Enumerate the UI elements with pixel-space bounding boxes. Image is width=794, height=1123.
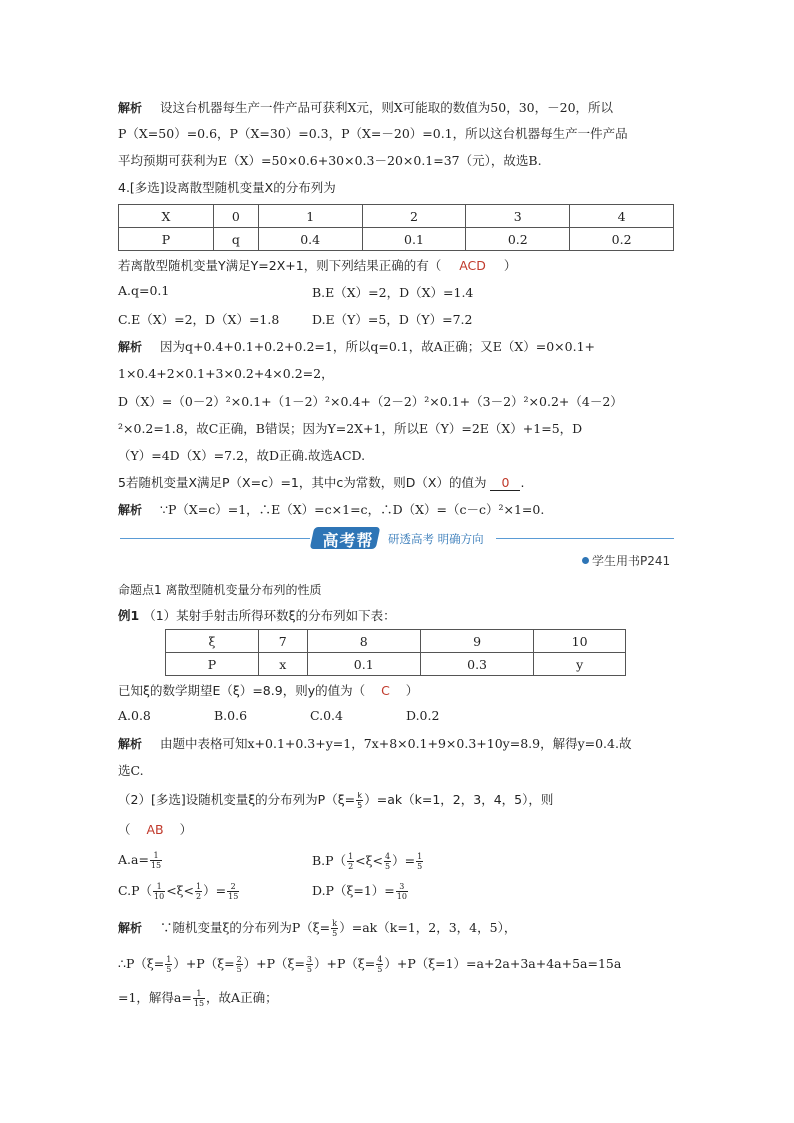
table-cell: 0.2	[466, 228, 570, 251]
table-cell: 0	[214, 205, 259, 228]
table-cell: 7	[259, 630, 308, 653]
option-a: A.0.8	[118, 708, 151, 723]
denominator: 2	[348, 862, 354, 871]
table-cell: 0.4	[258, 228, 362, 251]
banner-title: 高考帮	[322, 531, 374, 550]
denominator: 2	[196, 892, 202, 901]
question-4: 4.[多选]设离散型随机变量X的分布列为	[118, 180, 336, 195]
numerator: k	[357, 791, 363, 800]
option-b	[312, 851, 424, 871]
paren-close: ）	[503, 258, 517, 273]
bullet-icon	[582, 557, 589, 564]
question-text: （2）[多选]设随机变量ξ的分布列为P（ξ=	[118, 792, 356, 807]
solution-text: =1，解得a=	[118, 990, 192, 1005]
denominator: 5	[332, 929, 338, 938]
table-row	[119, 228, 674, 251]
condition-text: 若离散型随机变量Y满足Y=2X+1，则下列结果正确的有（	[118, 258, 442, 273]
fraction	[195, 882, 202, 901]
answer-text: AB	[146, 822, 164, 837]
table-row	[166, 653, 626, 676]
denominator: 5	[166, 965, 172, 974]
book-reference: 学生用书P241	[592, 554, 671, 568]
solution-label: 解析	[118, 921, 143, 935]
solution-line	[118, 918, 516, 938]
numerator: 4	[377, 955, 383, 964]
table-cell: y	[534, 653, 626, 676]
option-text: ）=	[203, 883, 227, 898]
numerator: 2	[227, 882, 239, 892]
solution-line	[118, 500, 544, 518]
table-cell: X	[119, 205, 214, 228]
numerator: 1	[193, 989, 205, 999]
fraction	[193, 989, 205, 1008]
solution-label: 解析	[118, 503, 143, 517]
solution-text: ∵P（X=c）=1，∴E（X）=c×1=c，∴D（X）=（c－c）²×1=0.	[160, 502, 545, 517]
answer-text: C	[381, 683, 390, 698]
table-row	[119, 205, 674, 228]
answer-blank: 0	[490, 475, 520, 491]
numerator: 3	[396, 882, 408, 892]
fraction	[150, 851, 162, 870]
section-title: 命题点1 离散型随机变量分布列的性质	[118, 583, 322, 597]
solution-text: 设这台机器每生产一件产品可获利X元，则X可能取的数值为50，30，－20，所以	[160, 100, 614, 115]
option-b: B.0.6	[214, 708, 248, 723]
option-text: B.P（	[312, 853, 347, 868]
paren-open: （	[118, 822, 131, 837]
option-a: A.q=0.1	[118, 283, 170, 298]
banner-divider	[496, 538, 674, 539]
option-a	[118, 851, 163, 870]
solution-text: ，故A正确；	[206, 990, 278, 1005]
fraction	[376, 955, 383, 974]
solution-line	[118, 988, 278, 1008]
denominator: 5	[385, 862, 391, 871]
solution-line	[118, 98, 613, 116]
numerator: 1	[348, 852, 354, 861]
table-cell: 0.2	[570, 228, 674, 251]
example-1-question	[118, 681, 418, 699]
option-text: C.P（	[118, 883, 153, 898]
denominator: 15	[228, 892, 239, 901]
table-cell: 2	[362, 205, 466, 228]
solution-line	[118, 954, 621, 974]
question-5	[118, 473, 524, 491]
denominator: 5	[236, 965, 242, 974]
solution-text: ）+P（ξ=	[243, 956, 305, 971]
fraction	[153, 882, 165, 901]
option-d	[312, 881, 409, 901]
paren-close: ）	[179, 822, 193, 837]
solution-text: ∵随机变量ξ的分布列为P（ξ=	[160, 920, 331, 935]
table-cell: 3	[466, 205, 570, 228]
numerator: 1	[196, 882, 202, 891]
question-text: ）=ak（k=1，2，3，4，5），则	[364, 792, 554, 807]
option-text: <ξ<	[355, 853, 384, 868]
distribution-table-xi	[165, 629, 626, 676]
solution-line: ²×0.2=1.8，故C正确，B错误；因为Y=2X+1，所以E（Y）=2E（X）+1=5，D	[118, 421, 583, 436]
table-cell: P	[166, 653, 259, 676]
fraction	[347, 852, 354, 871]
table-row	[166, 630, 626, 653]
denominator: 5	[357, 801, 363, 810]
numerator: 1	[153, 882, 165, 892]
solution-text: ）+P（ξ=1）=a+2a+3a+4a+5a=15a	[384, 956, 622, 971]
table-cell: 1	[258, 205, 362, 228]
period: .	[520, 475, 525, 490]
numerator: 1	[417, 852, 423, 861]
paren-close: ）	[405, 683, 419, 698]
table-cell: 0.1	[307, 653, 420, 676]
fraction	[165, 955, 172, 974]
denominator: 15	[193, 999, 205, 1008]
question-text: 已知ξ的数学期望E（ξ）=8.9，则y的值为（	[118, 683, 366, 698]
fraction	[227, 882, 239, 901]
solution-text: 因为q+0.4+0.1+0.2+0.2=1，所以q=0.1，故A正确；又E（X）=0×0.1+	[160, 339, 595, 354]
table-cell: P	[119, 228, 214, 251]
numerator: 2	[236, 955, 242, 964]
option-d: D.0.2	[406, 708, 440, 723]
solution-line: 选C.	[118, 763, 144, 778]
fraction	[396, 882, 408, 901]
solution-line: 平均预期可获利为E（X）=50×0.6+30×0.3－20×0.1=37（元），故选B.	[118, 153, 542, 168]
distribution-table-x	[118, 204, 674, 251]
solution-text: ）+P（ξ=	[173, 956, 235, 971]
option-d: D.E（Y）=5，D（Y）=7.2	[312, 312, 473, 327]
answer-text: ACD	[459, 258, 486, 273]
fraction	[236, 955, 243, 974]
solution-text: 由题中表格可知x+0.1+0.3+y=1，7x+8×0.1+9×0.3+10y=8.9，解得y=0.4.故	[160, 736, 632, 751]
solution-line: 1×0.4+2×0.1+3×0.2+4×0.2=2，	[118, 366, 334, 381]
example-1	[118, 606, 396, 624]
question-4-condition	[118, 256, 516, 274]
solution-line: P（X=50）=0.6，P（X=30）=0.3，P（X=－20）=0.1，所以这台机器每生产一件产品	[118, 126, 628, 141]
denominator: 5	[306, 965, 313, 974]
banner-divider	[120, 538, 310, 539]
table-cell: 0.1	[362, 228, 466, 251]
solution-text: ）=ak（k=1，2，3，4，5），	[339, 920, 517, 935]
table-cell: 10	[534, 630, 626, 653]
solution-text: ∴P（ξ=	[118, 956, 165, 971]
solution-line: D（X）=（0－2）²×0.1+（1－2）²×0.4+（2－2）²×0.1+（3－2）²×0.2+（4－2）	[118, 394, 623, 409]
solution-label: 解析	[118, 101, 143, 115]
question-text: 5若随机变量X满足P（X=c）=1，其中c为常数，则D（X）的值为	[118, 475, 487, 490]
option-b: B.E（X）=2，D（X）=1.4	[312, 285, 474, 300]
table-cell: q	[214, 228, 259, 251]
table-cell: 0.3	[420, 653, 533, 676]
option-text: D.P（ξ=1）=	[312, 883, 395, 898]
option-c: C.0.4	[310, 708, 343, 723]
table-cell: ξ	[166, 630, 259, 653]
example-label: 例1	[118, 608, 140, 623]
answer-line	[118, 820, 192, 838]
numerator: 4	[385, 852, 391, 861]
option-text: A.a=	[118, 852, 149, 867]
option-c	[118, 881, 240, 901]
denominator: 10	[154, 892, 165, 901]
fraction	[416, 852, 423, 871]
table-cell: 4	[570, 205, 674, 228]
option-text: <ξ<	[166, 883, 195, 898]
solution-line	[118, 734, 631, 752]
example-1-part-2	[118, 790, 553, 810]
solution-line	[118, 337, 595, 355]
solution-text: ）+P（ξ=	[314, 956, 376, 971]
fraction	[331, 919, 338, 938]
fraction-k-over-5	[356, 791, 363, 810]
denominator: 5	[417, 862, 423, 871]
numerator: k	[332, 919, 338, 928]
option-c: C.E（X）=2，D（X）=1.8	[118, 312, 280, 327]
banner-subtitle: 研透高考 明确方向	[388, 532, 484, 546]
numerator: 1	[166, 955, 172, 964]
numerator: 1	[150, 851, 162, 861]
fraction	[306, 955, 313, 974]
example-text: （1）某射手射击所得环数ξ的分布列如下表：	[143, 608, 396, 623]
denominator: 10	[396, 892, 407, 901]
fraction	[384, 852, 391, 871]
solution-line: （Y）=4D（X）=7.2，故D正确.故选ACD.	[118, 448, 366, 463]
denominator: 15	[150, 861, 162, 870]
numerator: 3	[306, 955, 313, 964]
solution-label: 解析	[118, 737, 143, 751]
table-cell: 8	[307, 630, 420, 653]
denominator: 5	[377, 965, 383, 974]
option-text: ）=	[392, 853, 416, 868]
table-cell: 9	[420, 630, 533, 653]
solution-label: 解析	[118, 340, 143, 354]
table-cell: x	[259, 653, 308, 676]
